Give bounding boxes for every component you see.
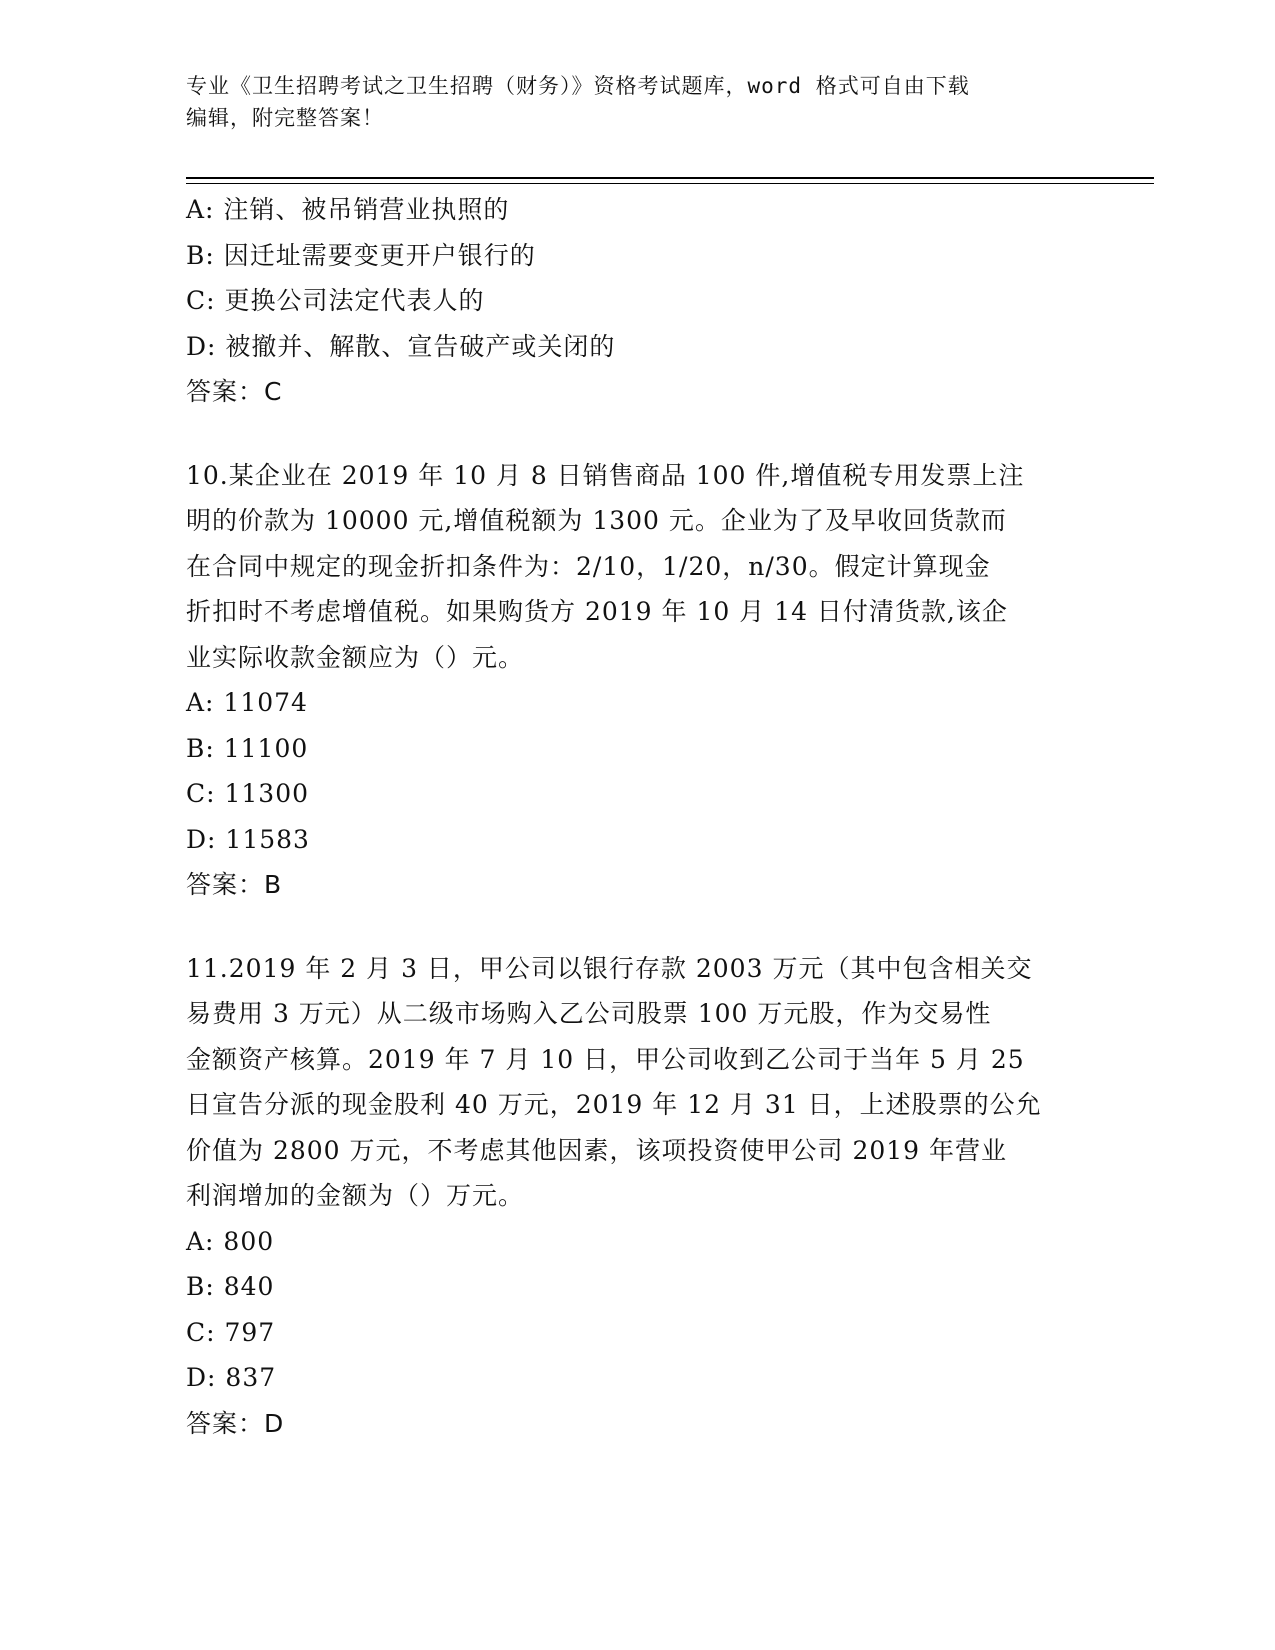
stem-line: 日宣告分派的现金股利 40 万元，2019 年 12 月 31 日，上述股票的公允: [186, 1090, 1042, 1119]
answer: 答案：C: [186, 377, 283, 406]
option-a: A: 800: [186, 1226, 275, 1256]
option-b: B: 11100: [186, 733, 309, 763]
question-10: [186, 453, 1086, 908]
option-d: D: 11583: [186, 824, 310, 854]
document-body: [186, 187, 1086, 1446]
option-a: A: 11074: [186, 688, 308, 717]
question-spacer: [186, 908, 1086, 946]
question-spacer: [186, 415, 1086, 453]
stem-line: 明的价款为 10000 元,增值税额为 1300 元。企业为了及早收回货款而: [186, 506, 1007, 535]
stem-line: 金额资产核算。2019 年 7 月 10 日，甲公司收到乙公司于当年 5 月 25: [186, 1044, 1025, 1074]
option-c: C: 更换公司法定代表人的: [186, 286, 485, 315]
header-divider-thin: [186, 183, 1154, 184]
stem-line: 11.2019 年 2 月 3 日，甲公司以银行存款 2003 万元（其中包含相关交: [186, 953, 1033, 983]
option-d: D: 837: [186, 1363, 277, 1392]
question-stem: [186, 453, 1086, 681]
stem-line: 易费用 3 万元）从二级市场购入乙公司股票 100 万元股，作为交易性: [186, 999, 992, 1028]
question-9: [186, 187, 1086, 415]
header-line-1: 专业《卫生招聘考试之卫生招聘（财务）》资格考试题库，word 格式可自由下载: [186, 74, 970, 98]
stem-line: 折扣时不考虑增值税。如果购货方 2019 年 10 月 14 日付清货款,该企: [186, 597, 1008, 626]
document-header: [186, 70, 1086, 134]
question-11: [186, 946, 1086, 1447]
header-line-2: 编辑，附完整答案！: [186, 106, 384, 130]
option-d: D: 被撤并、解散、宣告破产或关闭的: [186, 331, 616, 361]
stem-line: 10.某企业在 2019 年 10 月 8 日销售商品 100 件,增值税专用发票上注: [186, 460, 1025, 490]
answer: 答案：D: [186, 1408, 285, 1438]
answer: 答案：B: [186, 870, 283, 899]
stem-line: 利润增加的金额为（）万元。: [186, 1181, 525, 1210]
stem-line: 价值为 2800 万元，不考虑其他因素，该项投资使甲公司 2019 年营业: [186, 1135, 1008, 1165]
option-b: B: 因迁址需要变更开户银行的: [186, 240, 536, 270]
option-b: B: 840: [186, 1272, 275, 1301]
stem-line: 在合同中规定的现金折扣条件为：2/10，1/20，n/30。假定计算现金: [186, 551, 991, 581]
option-a: A: 注销、被吊销营业执照的: [186, 195, 510, 224]
question-stem: [186, 946, 1086, 1219]
stem-line: 业实际收款金额应为（）元。: [186, 642, 525, 672]
option-c: C: 797: [186, 1317, 276, 1347]
header-divider-thick: [186, 177, 1154, 179]
option-c: C: 11300: [186, 779, 310, 808]
